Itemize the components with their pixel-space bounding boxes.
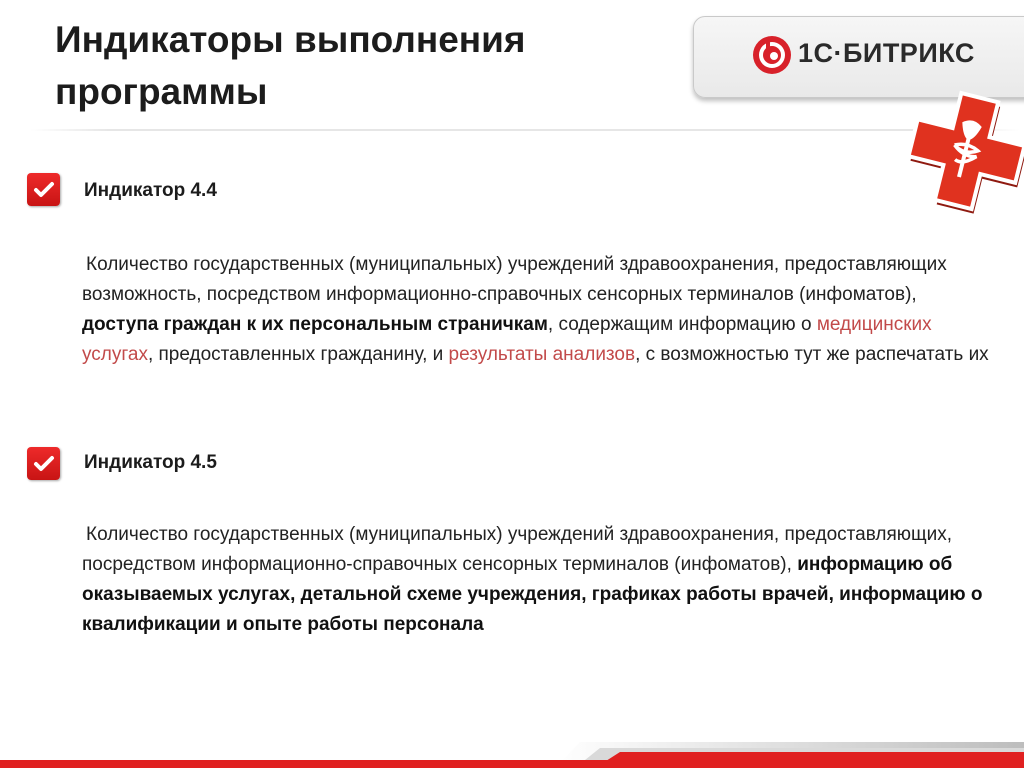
text-emphasis: информацию об оказываемых услугах, детальной схеме учреждения, графиках работы врачей, информацию о квалификации и опыте работы персонала bbox=[82, 554, 983, 635]
checkmark-icon bbox=[27, 173, 60, 206]
text-segment: , с возможностью тут же распечатать их bbox=[635, 344, 989, 365]
bitrix-logo-panel bbox=[693, 16, 1024, 98]
indicator-4-5-heading: Индикатор 4.5 bbox=[84, 452, 217, 473]
text-highlight-medical-services: медицинских услугах bbox=[82, 314, 932, 365]
bitrix-logo-text: 1С·БИТРИКС bbox=[798, 38, 975, 68]
indicator-4-5-check bbox=[27, 447, 60, 480]
text-segment: Количество государственных (муниципальных) учреждений здравоохранения, предоставляющих, посредством информационно-справочных сенсорных терминалов (инфоматов), bbox=[82, 524, 953, 575]
indicator-4-5-description bbox=[82, 520, 997, 640]
text-emphasis: доступа граждан к их персональным страничкам bbox=[82, 314, 548, 335]
indicator-4-4-check bbox=[27, 173, 60, 206]
checkmark-icon bbox=[27, 447, 60, 480]
text-segment: , содержащим информацию о bbox=[547, 314, 817, 335]
title-divider bbox=[30, 129, 1020, 131]
indicator-4-4-description bbox=[82, 250, 997, 370]
bottom-decorative-bar bbox=[0, 728, 1024, 768]
text-segment: Количество государственных (муниципальных) учреждений здравоохранения, предоставляющих возможность, посредством информационно-справочных сенсорных терминалов (инфоматов), bbox=[82, 254, 947, 305]
medical-cross-icon bbox=[905, 88, 1024, 218]
bitrix-logo-icon bbox=[752, 35, 792, 75]
indicator-4-4-heading: Индикатор 4.4 bbox=[84, 180, 217, 201]
page-title: Индикаторы выполнения программы bbox=[55, 19, 526, 112]
text-highlight-test-results: результаты анализов bbox=[448, 344, 636, 365]
text-segment: , предоставленных гражданину, и bbox=[147, 344, 449, 365]
